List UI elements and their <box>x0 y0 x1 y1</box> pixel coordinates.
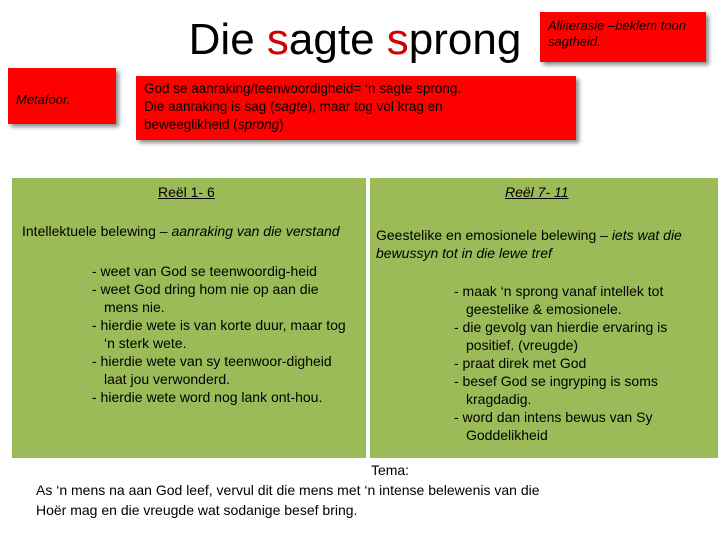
tema-label: Tema: <box>370 462 410 478</box>
metafoor-note: Metafoor. <box>8 68 116 124</box>
list-item: - praat direk met God <box>454 355 587 371</box>
right-list <box>454 282 712 444</box>
title-accent-s: s <box>386 15 409 64</box>
left-intro: Intellektuele belewing – aanraking van die verstand <box>22 223 340 239</box>
right-intro: Geestelike en emosionele belewing – iets wat die bewussyn tot in die lewe tref <box>376 227 682 261</box>
title-accent-s: s <box>266 15 289 64</box>
list-item: - besef God se ingryping is soms kragdadig. <box>454 373 658 407</box>
right-heading: Reël 7- 11 <box>505 184 569 200</box>
list-item: - weet van God se teenwoordig-heid <box>92 263 317 279</box>
list-item: - word dan intens bewus van Sy Goddelikheid <box>454 409 653 443</box>
left-list <box>92 262 356 406</box>
note-line: beweeglikheid (sprong) <box>144 117 284 132</box>
list-item: - maak ‘n sprong vanaf intellek tot geestelike & emosionele. <box>454 283 664 317</box>
list-item: - hierdie wete word nog lank ont-hou. <box>92 389 323 405</box>
left-heading: Reël 1- 6 <box>158 184 215 200</box>
tema-line: Hoër mag en die vreugde wat sodanige besef bring. <box>36 502 358 518</box>
list-item: - weet God dring hom nie op aan die mens nie. <box>92 281 319 315</box>
god-se-note <box>136 76 576 140</box>
list-item: - hierdie wete is van korte duur, maar tog ‘n sterk wete. <box>92 317 346 351</box>
alliterasie-note: Alliterasie –beklem toon sagtheid. <box>540 12 706 62</box>
note-line: God se aanraking/teenwoordigheid= ‘n sagte sprong. <box>144 81 462 96</box>
list-item: - hierdie wete van sy teenwoor-digheid laat jou verwonderd. <box>92 353 332 387</box>
title-text: agte <box>288 15 387 64</box>
note-line: Die aanraking is sag (sagte), maar tog vol krag en <box>144 99 443 114</box>
title-text: prong <box>408 15 522 64</box>
tema-section <box>12 460 708 520</box>
tema-line: As ‘n mens na aan God leef, vervul dit die mens met ‘n intense belewenis van die <box>36 482 540 498</box>
title-text: Die <box>188 15 267 64</box>
slide-title <box>170 12 540 72</box>
list-item: - die gevolg van hierdie ervaring is positief. (vreugde) <box>454 319 668 353</box>
